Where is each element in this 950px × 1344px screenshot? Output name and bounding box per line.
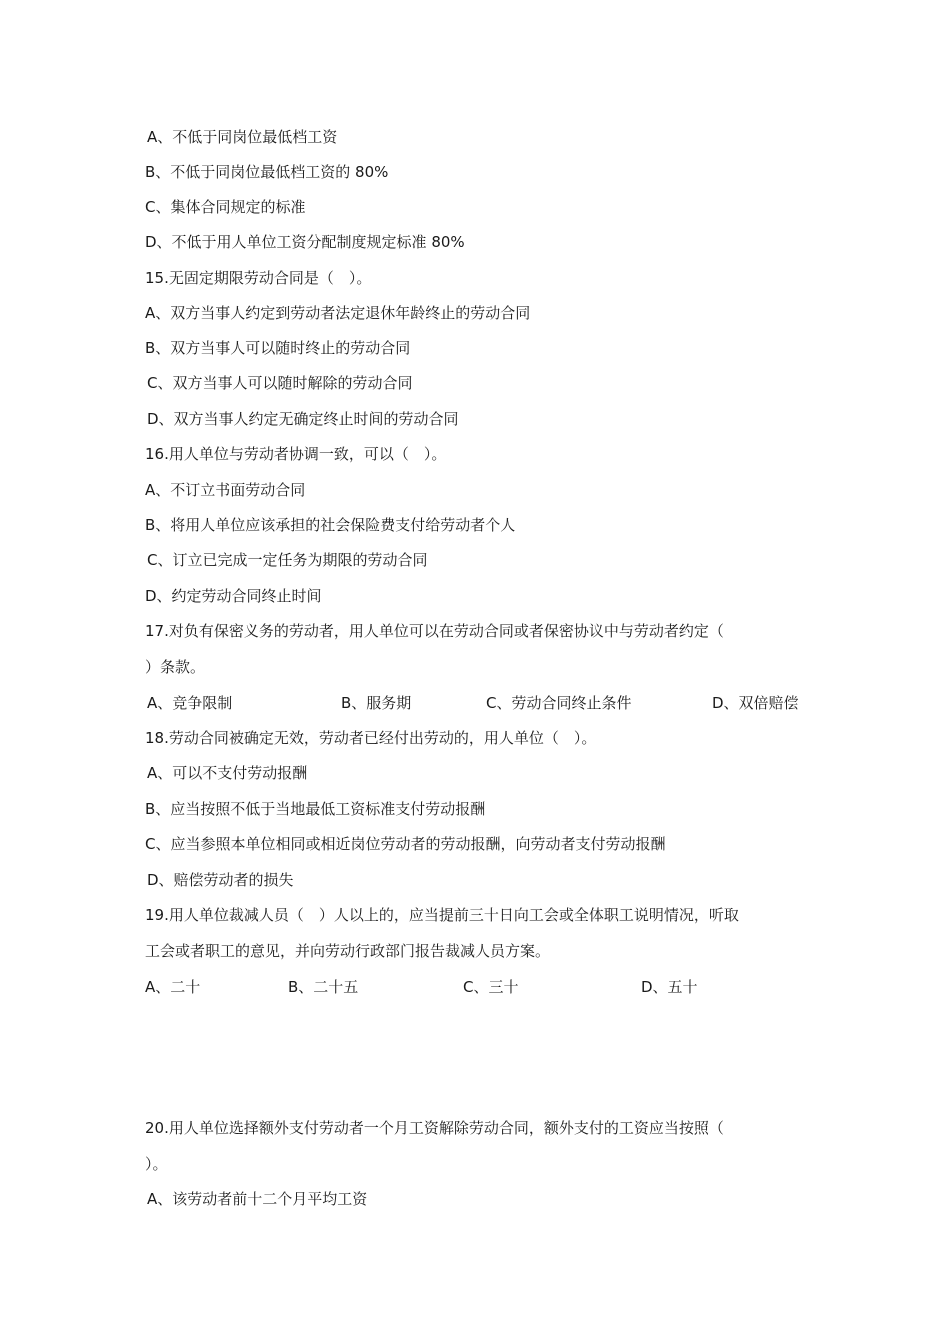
q14-option-c: C、集体合同规定的标准 — [145, 198, 306, 216]
q15-option-a: A、双方当事人约定到劳动者法定退休年龄终止的劳动合同 — [145, 304, 531, 322]
q16-option-c: C、订立已完成一定任务为期限的劳动合同 — [147, 551, 428, 569]
q18-question: 18.劳动合同被确定无效，劳动者已经付出劳动的，用人单位（ ）。 — [145, 729, 597, 747]
q20-question-line2: ）。 — [145, 1155, 168, 1173]
q17-option-c: C、劳动合同终止条件 — [486, 694, 632, 712]
q16-option-d: D、约定劳动合同终止时间 — [145, 587, 322, 605]
q17-option-a: A、竞争限制 — [147, 694, 233, 712]
q18-option-d: D、赔偿劳动者的损失 — [147, 871, 294, 889]
q16-option-a: A、不订立书面劳动合同 — [145, 481, 306, 499]
q19-option-a: A、二十 — [145, 978, 201, 996]
q14-option-d: D、不低于用人单位工资分配制度规定标准 80% — [145, 233, 465, 251]
q17-option-b: B、服务期 — [341, 694, 412, 712]
q14-option-a: A、不低于同岗位最低档工资 — [147, 128, 338, 146]
q15-question: 15.无固定期限劳动合同是（ ）。 — [145, 269, 372, 287]
q19-question-line2: 工会或者职工的意见，并向劳动行政部门报告裁减人员方案。 — [145, 942, 551, 960]
q19-question-line1: 19.用人单位裁减人员（ ）人以上的，应当提前三十日向工会或全体职工说明情况，听取 — [145, 906, 739, 924]
q20-question-line1: 20.用人单位选择额外支付劳动者一个月工资解除劳动合同，额外支付的工资应当按照（ — [145, 1119, 724, 1137]
q18-option-b: B、应当按照不低于当地最低工资标准支付劳动报酬 — [145, 800, 486, 818]
q16-option-b: B、将用人单位应该承担的社会保险费支付给劳动者个人 — [145, 516, 516, 534]
q19-option-c: C、三十 — [463, 978, 519, 996]
q17-question-line2: ）条款。 — [145, 658, 206, 676]
q15-option-d: D、双方当事人约定无确定终止时间的劳动合同 — [147, 410, 459, 428]
q16-question: 16.用人单位与劳动者协调一致，可以（ ）。 — [145, 445, 447, 463]
q19-option-b: B、二十五 — [288, 978, 359, 996]
q15-option-b: B、双方当事人可以随时终止的劳动合同 — [145, 339, 411, 357]
q19-option-d: D、五十 — [641, 978, 698, 996]
q15-option-c: C、双方当事人可以随时解除的劳动合同 — [147, 374, 413, 392]
q14-option-b: B、不低于同岗位最低档工资的 80% — [145, 163, 389, 181]
q17-option-d: D、双倍赔偿 — [712, 694, 799, 712]
q17-question-line1: 17.对负有保密义务的劳动者，用人单位可以在劳动合同或者保密协议中与劳动者约定（ — [145, 622, 724, 640]
q20-option-a: A、该劳动者前十二个月平均工资 — [147, 1190, 368, 1208]
q18-option-a: A、可以不支付劳动报酬 — [147, 764, 308, 782]
q18-option-c: C、应当参照本单位相同或相近岗位劳动者的劳动报酬，向劳动者支付劳动报酬 — [145, 835, 666, 853]
